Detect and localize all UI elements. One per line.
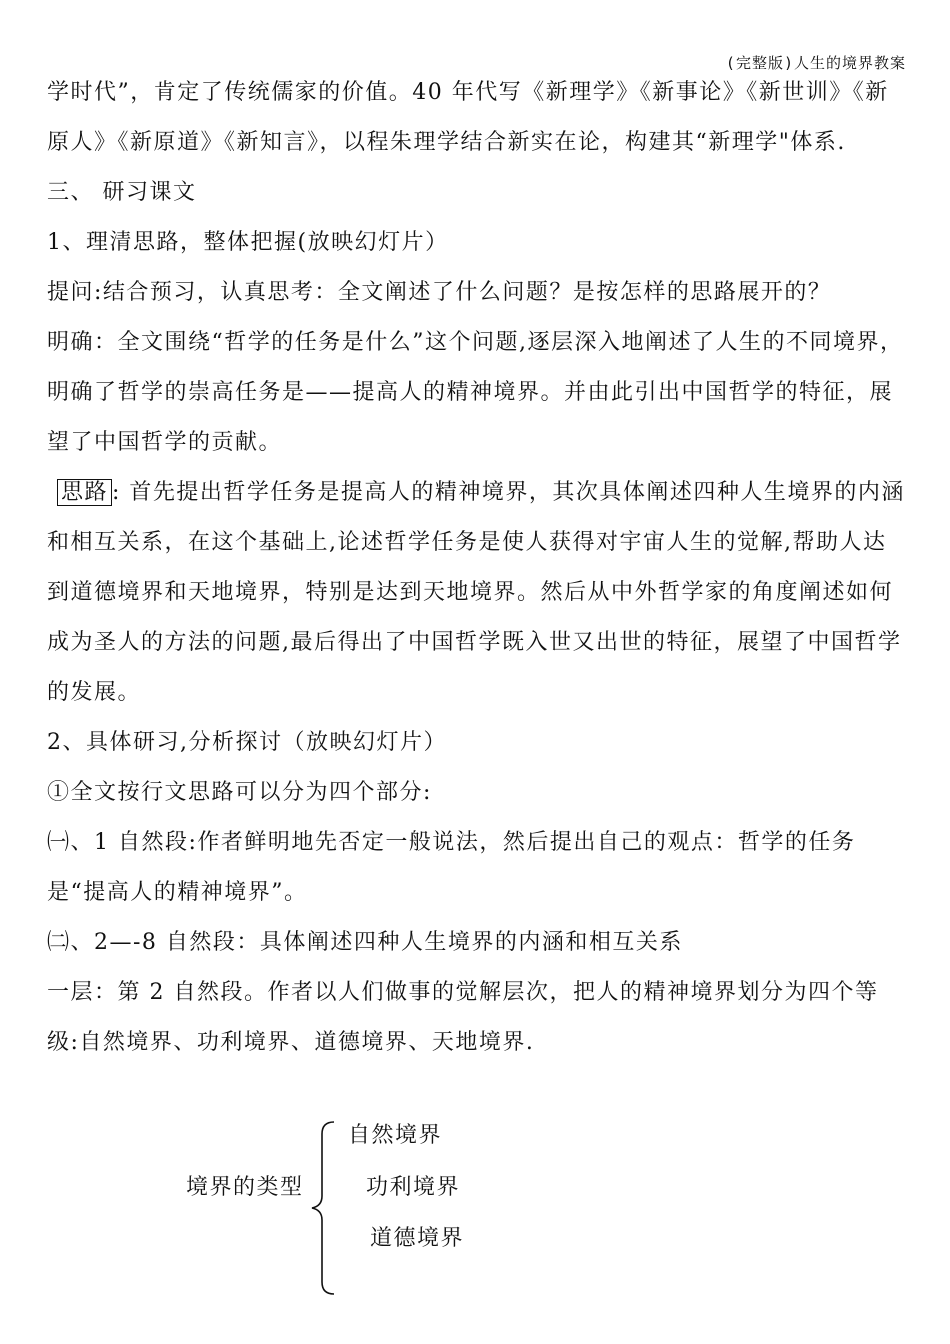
question: 提问:结合预习，认真思考：全文阐述了什么问题？是按怎样的思路展开的？ xyxy=(47,280,832,305)
diagram-item: 功利境界 xyxy=(366,1175,461,1200)
paragraph: ①全文按行文思路可以分为四个部分: xyxy=(47,780,432,805)
subheading: 1、理清思路，整体把握(放映幻灯片） xyxy=(47,230,449,255)
curly-brace-icon xyxy=(308,1118,338,1298)
diagram-item: 道德境界 xyxy=(370,1226,465,1251)
document-body xyxy=(47,68,909,1068)
paragraph: 学时代”，肯定了传统儒家的价值。40 年代写《新理学》《新事论》《新世训》《新原人》《新原道》《新知言》，以程朱理学结合新实在论，构建其“新理学"体系. xyxy=(47,80,889,155)
page-header: (完整版)人生的境界教案 xyxy=(725,54,906,72)
paragraph: 一层：第 2 自然段。作者以人们做事的觉解层次，把人的精神境界划分为四个等级:自然境界、功利境界、道德境界、天地境界. xyxy=(47,980,879,1055)
section-heading: 三、 研习课文 xyxy=(47,180,197,205)
thinking-text: : 首先提出哲学任务是提高人的精神境界，其次具体阐述四种人生境界的内涵和相互关系，在这个基础上,论述哲学任务是使人获得对宇宙人生的觉解,帮助人达到道德境界和天地境界，特别是达到天地境界。然后从中外哲学家的角度阐述如何成为圣人的方法的问题,最后得出了中国哲学既入世又出世的特征，展望了中国哲学的发展。 xyxy=(47,480,905,705)
realm-types-diagram xyxy=(186,1118,586,1308)
answer: 明确：全文围绕“哲学的任务是什么”这个问题,逐层深入地阐述了人生的不同境界，明确了哲学的崇高任务是——提高人的精神境界。并由此引出中国哲学的特征，展望了中国哲学的贡献。 xyxy=(47,330,904,455)
paragraph: ㈠、1 自然段:作者鲜明地先否定一般说法，然后提出自己的观点：哲学的任务是“提高人的精神境界”。 xyxy=(47,830,856,905)
diagram-label: 境界的类型 xyxy=(186,1175,304,1200)
diagram-item: 自然境界 xyxy=(348,1123,443,1148)
paragraph: ㈡、2—-8 自然段：具体阐述四种人生境界的内涵和相互关系 xyxy=(47,930,683,955)
thinking-paragraph xyxy=(47,468,909,718)
subheading: 2、具体研习,分析探讨（放映幻灯片） xyxy=(47,730,447,755)
thinking-label-box: 思路 xyxy=(57,479,112,506)
